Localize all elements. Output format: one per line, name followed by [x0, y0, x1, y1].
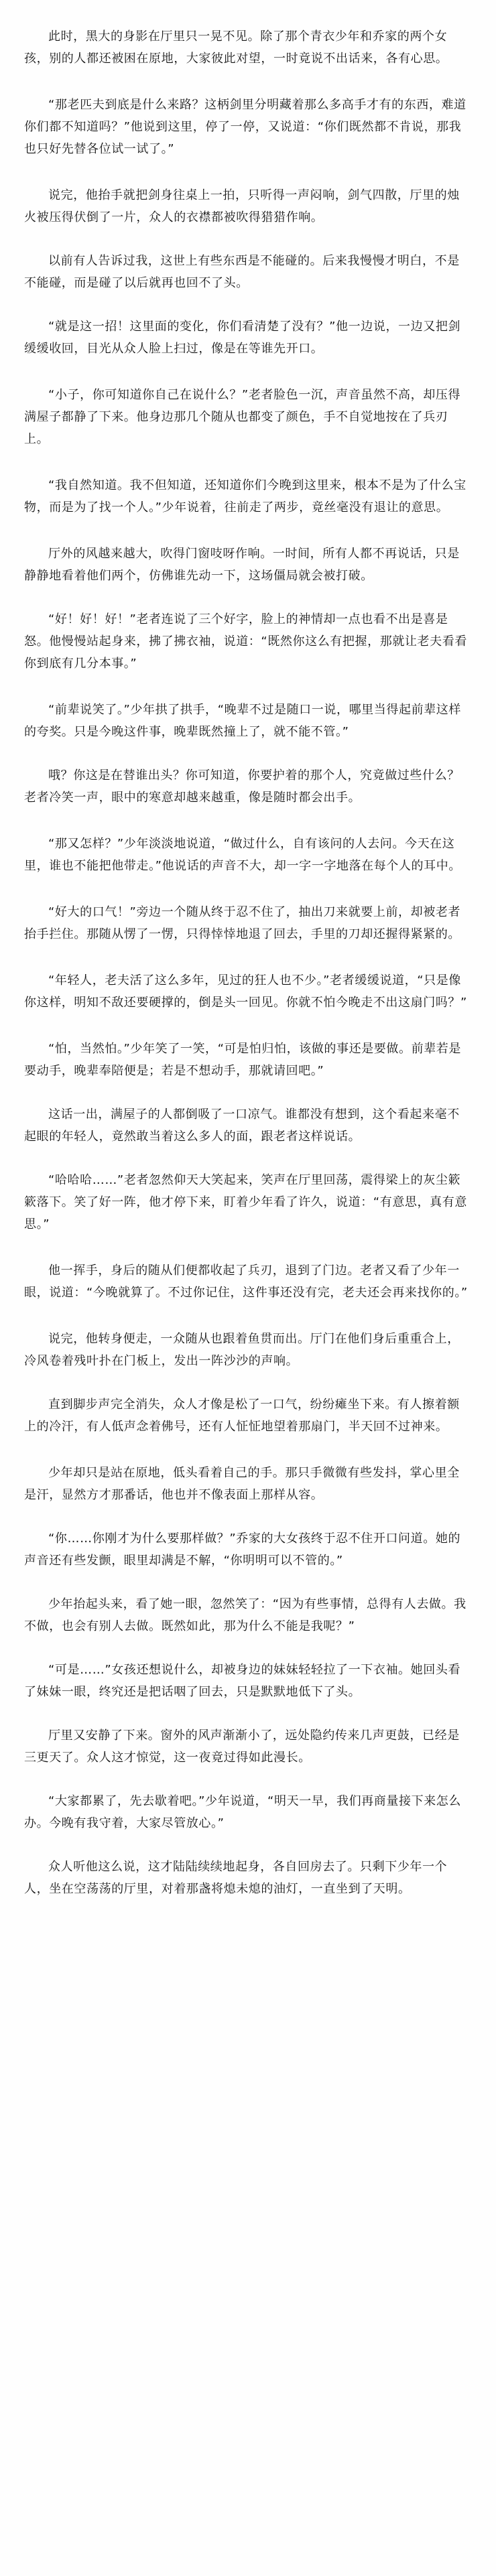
paragraph-18: 他一挥手，身后的随从们便都收起了兵刃，退到了门边。老者又看了少年一眼，说道：“今晚就算了。不过你记住，这件事还没有完，老夫还会再来找你的。” [24, 1264, 468, 1300]
paragraph-22: “你……你刚才为什么要那样做？”乔家的大女孩终于忍不住开口问道。她的声音还有些发颤，眼里却满是不解，“你明明可以不管的。” [24, 1532, 461, 1568]
paragraph-13: “好大的口气！”旁边一个随从终于忍不住了，抽出刀来就要上前，却被老者抬手拦住。那随从愣了一愣，只得悻悻地退了回去，手里的刀却还握得紧紧的。 [24, 905, 461, 941]
paragraph-12: “那又怎样？”少年淡淡地说道，“做过什么，自有该问的人去问。今天在这里，谁也不能把他带走。”他说话的声音不大，却一字一字地落在每个人的耳中。 [24, 837, 461, 873]
paragraph-3: 说完，他抬手就把剑身往桌上一拍，只听得一声闷响，剑气四散，厅里的烛火被压得伏倒了一片，众人的衣襟都被吹得猎猎作响。 [24, 188, 460, 224]
paragraph-2: “那老匹夫到底是什么来路？这柄剑里分明藏着那么多高手才有的东西，难道你们都不知道吗？”他说到这里，停了一停，又说道：“你们既然都不肯说，那我也只好先替各位试一试了。” [24, 98, 467, 156]
paragraph-11: 哦？你这是在替谁出头？你可知道，你要护着的那个人，究竟做过些什么？老者冷笑一声，眼中的寒意却越来越重，像是随时都会出手。 [24, 768, 460, 805]
paragraph-24: “可是……”女孩还想说什么，却被身边的妹妹轻轻拉了一下衣袖。她回头看了妹妹一眼，终究还是把话咽了回去，只是默默地低下了头。 [24, 1663, 461, 1699]
paragraph-16: 这话一出，满屋子的人都倒吸了一口凉气。谁都没有想到，这个看起来毫不起眼的年轻人，竟然敢当着这么多人的面，跟老者这样说话。 [24, 1107, 460, 1144]
paragraph-25: 厅里又安静了下来。窗外的风声渐渐小了，远处隐约传来几声更鼓，已经是三更天了。众人这才惊觉，这一夜竟过得如此漫长。 [24, 1728, 460, 1765]
paragraph-26: “大家都累了，先去歇着吧。”少年说道，“明天一早，我们再商量接下来怎么办。今晚有我守着，大家尽管放心。” [24, 1794, 461, 1830]
paragraph-15: “怕，当然怕。”少年笑了一笑，“可是怕归怕，该做的事还是要做。前辈若是要动手，晚辈奉陪便是；若是不想动手，那就请回吧。” [24, 1042, 461, 1078]
paragraph-7: “我自然知道。我不但知道，还知道你们今晚到这里来，根本不是为了什么宝物，而是为了找一个人。”少年说着，往前走了两步，竟丝毫没有退让的意思。 [24, 478, 467, 515]
paragraph-4: 以前有人告诉过我，这世上有些东西是不能碰的。后来我慢慢才明白，不是不能碰，而是碰了以后就再也回不了头。 [24, 254, 460, 290]
paragraph-5: “就是这一招！这里面的变化，你们看清楚了没有？”他一边说，一边又把剑缓缓收回，目光从众人脸上扫过，像是在等谁先开口。 [24, 320, 461, 356]
paragraph-27: 众人听他这么说，这才陆陆续续地起身，各自回房去了。只剩下少年一个人，坐在空荡荡的厅里，对着那盏将熄未熄的油灯，一直坐到了天明。 [24, 1860, 448, 1896]
paragraph-20: 直到脚步声完全消失，众人才像是松了一口气，纷纷瘫坐下来。有人擦着额上的冷汗，有人低声念着佛号，还有人怔怔地望着那扇门，半天回不过神来。 [24, 1398, 460, 1434]
paragraph-21: 少年却只是站在原地，低头看着自己的手。那只手微微有些发抖，掌心里全是汗，显然方才那番话，他也并不像表面上那样从容。 [24, 1466, 460, 1502]
paragraph-23: 少年抬起头来，看了她一眼，忽然笑了：“因为有些事情，总得有人去做。我不做，也会有别人去做。既然如此，那为什么不能是我呢？” [24, 1597, 467, 1633]
paragraph-19: 说完，他转身便走，一众随从也跟着鱼贯而出。厅门在他们身后重重合上，冷风卷着残叶扑在门板上，发出一阵沙沙的声响。 [24, 1332, 460, 1368]
paragraph-1: 此时，黑大的身影在厅里只一晃不见。除了那个青衣少年和乔家的两个女孩，别的人都还被困在原地，大家彼此对望，一时竟说不出话来，各有心思。 [24, 29, 448, 66]
paragraph-10: “前辈说笑了。”少年拱了拱手，“晚辈不过是随口一说，哪里当得起前辈这样的夸奖。只是今晚这件事，晚辈既然撞上了，就不能不管。” [24, 703, 461, 739]
paragraph-14: “年轻人，老夫活了这么多年，见过的狂人也不少。”老者缓缓说道，“只是像你这样，明知不敌还要硬撑的，倒是头一回见。你就不怕今晚走不出这扇门吗？” [24, 973, 467, 1010]
paragraph-6: “小子，你可知道你自己在说什么？”老者脸色一沉，声音虽然不高，却压得满屋子都静了下来。他身边那几个随从也都变了颜色，手不自觉地按在了兵刃上。 [24, 388, 461, 446]
paragraph-8: 厅外的风越来越大，吹得门窗吱呀作响。一时间，所有人都不再说话，只是静静地看着他们两个，仿佛谁先动一下，这场僵局就会被打破。 [24, 547, 460, 583]
paragraph-17: “哈哈哈……”老者忽然仰天大笑起来，笑声在厅里回荡，震得梁上的灰尘簌簌落下。笑了好一阵，他才停下来，盯着少年看了许久，说道：“有意思，真有意思。” [24, 1173, 467, 1231]
paragraph-9: “好！好！好！”老者连说了三个好字，脸上的神情却一点也看不出是喜是怒。他慢慢站起身来，拂了拂衣袖，说道：“既然你这么有把握，那就让老夫看看你到底有几分本事。” [24, 612, 467, 671]
